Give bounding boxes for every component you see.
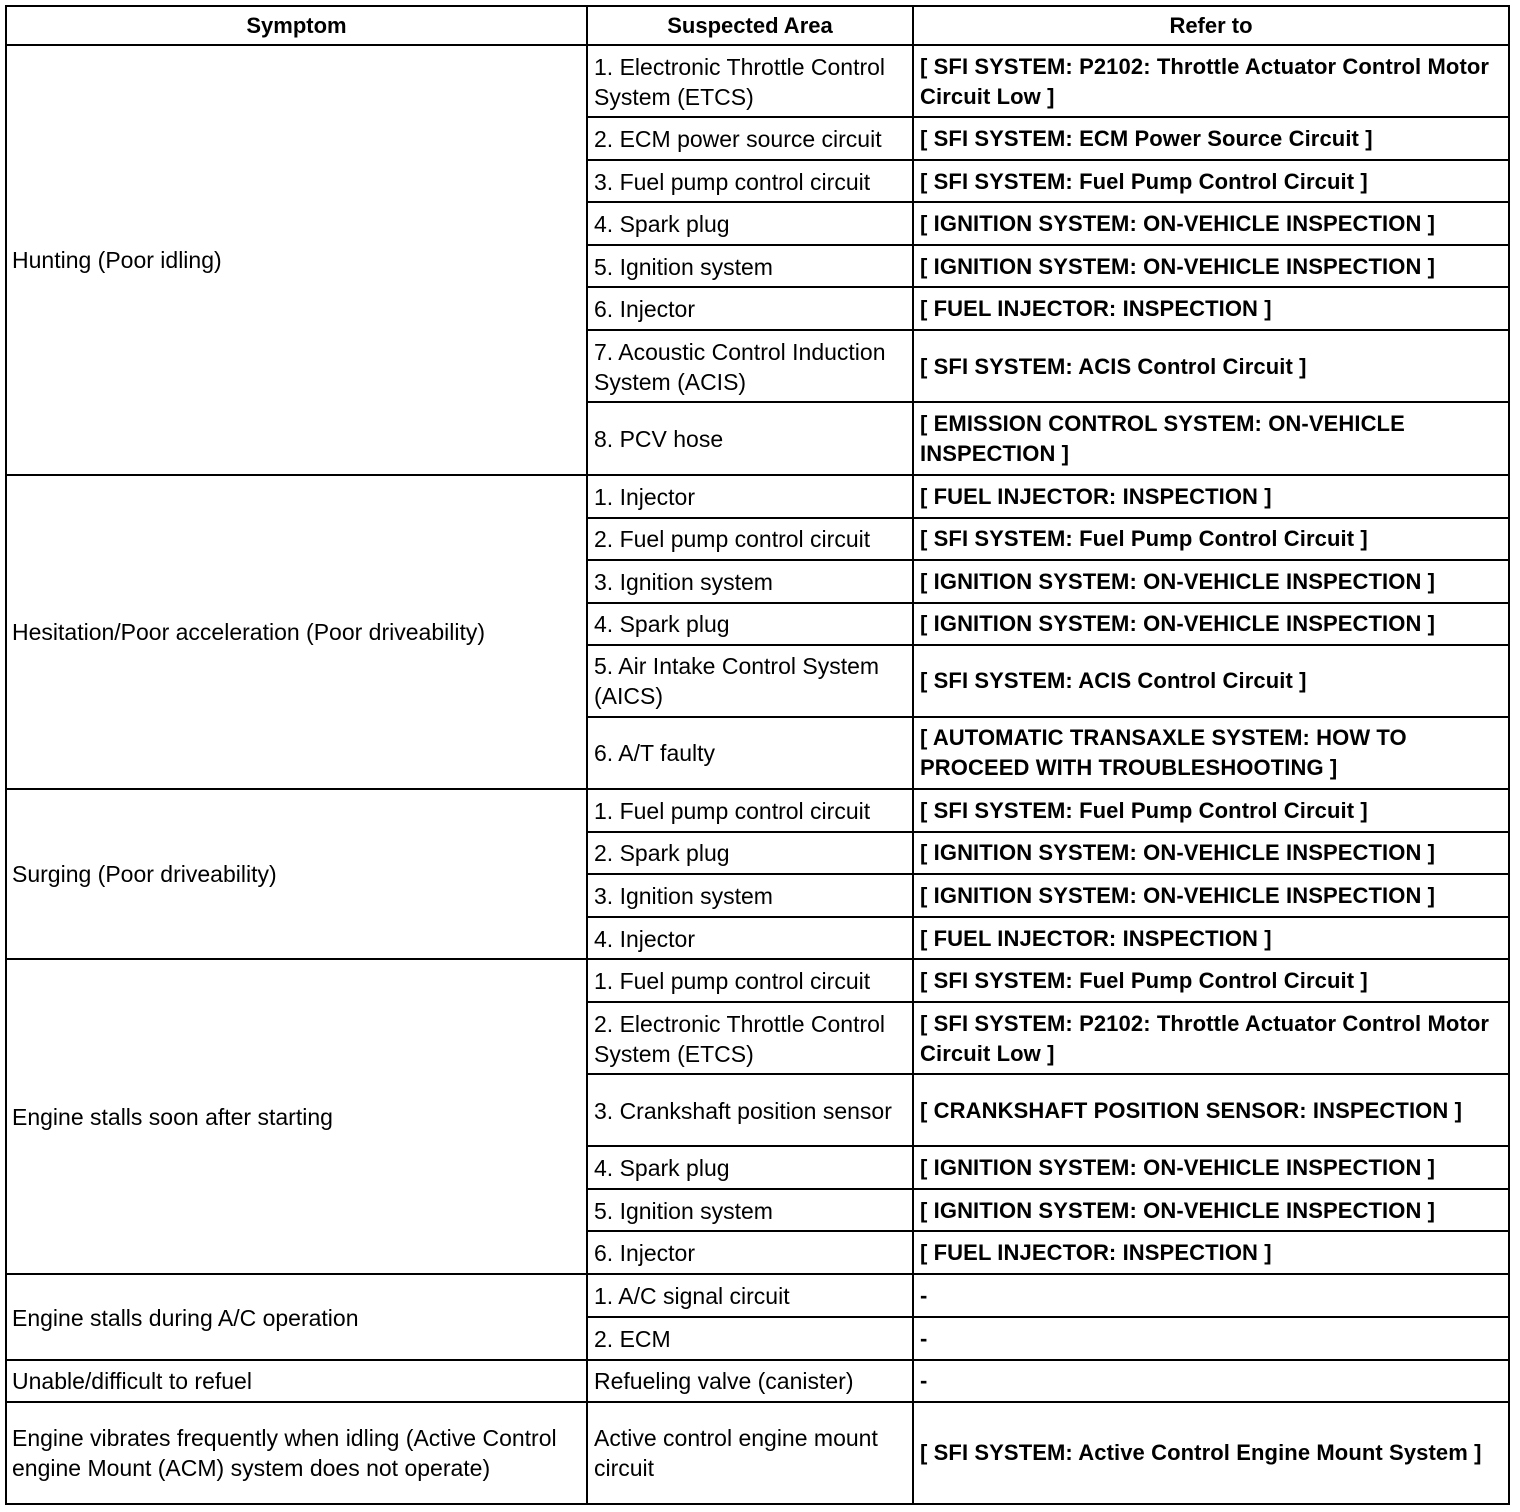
refer-to-cell: [ SFI SYSTEM: ACIS Control Circuit ] (913, 645, 1509, 717)
symptom-cell: Hunting (Poor idling) (6, 45, 587, 475)
refer-to-cell: [ SFI SYSTEM: Fuel Pump Control Circuit ] (913, 160, 1509, 202)
symptom-cell: Engine vibrates frequently when idling (Active Control engine Mount (ACM) system does not operate) (6, 1402, 587, 1504)
header-refer-to: Refer to (913, 6, 1509, 45)
suspected-area-cell: 2. Fuel pump control circuit (587, 518, 913, 560)
suspected-area-cell: 2. Spark plug (587, 832, 913, 874)
symptom-cell: Unable/difficult to refuel (6, 1360, 587, 1402)
table-row (6, 1274, 1509, 1316)
table-row (6, 1360, 1509, 1402)
refer-to-cell: [ FUEL INJECTOR: INSPECTION ] (913, 287, 1509, 330)
refer-to-cell: [ FUEL INJECTOR: INSPECTION ] (913, 917, 1509, 959)
suspected-area-cell: 6. Injector (587, 1231, 913, 1274)
suspected-area-cell: 6. Injector (587, 287, 913, 330)
table-row (6, 1402, 1509, 1504)
suspected-area-cell: 1. Injector (587, 475, 913, 518)
refer-to-cell: [ SFI SYSTEM: ACIS Control Circuit ] (913, 330, 1509, 402)
suspected-area-cell: 4. Spark plug (587, 1146, 913, 1189)
refer-to-cell: [ SFI SYSTEM: Fuel Pump Control Circuit ] (913, 789, 1509, 832)
suspected-area-cell: 7. Acoustic Control Induction System (ACIS) (587, 330, 913, 402)
suspected-area-cell: 2. ECM (587, 1317, 913, 1360)
header-row (6, 6, 1509, 45)
refer-to-cell: [ IGNITION SYSTEM: ON-VEHICLE INSPECTION ] (913, 874, 1509, 917)
refer-to-cell: - (913, 1274, 1509, 1316)
refer-to-cell: [ IGNITION SYSTEM: ON-VEHICLE INSPECTION ] (913, 245, 1509, 287)
suspected-area-cell: 5. Ignition system (587, 245, 913, 287)
suspected-area-cell: 3. Crankshaft position sensor (587, 1074, 913, 1146)
suspected-area-cell: 1. A/C signal circuit (587, 1274, 913, 1316)
suspected-area-cell: 8. PCV hose (587, 402, 913, 474)
symptom-cell: Hesitation/Poor acceleration (Poor driveability) (6, 475, 587, 789)
refer-to-cell: [ SFI SYSTEM: ECM Power Source Circuit ] (913, 117, 1509, 160)
header-symptom: Symptom (6, 6, 587, 45)
symptom-cell: Surging (Poor driveability) (6, 789, 587, 959)
symptom-cell: Engine stalls soon after starting (6, 959, 587, 1274)
suspected-area-cell: 1. Fuel pump control circuit (587, 959, 913, 1002)
suspected-area-cell: 1. Electronic Throttle Control System (ETCS) (587, 45, 913, 117)
suspected-area-cell: 6. A/T faulty (587, 717, 913, 789)
suspected-area-cell: 5. Ignition system (587, 1189, 913, 1231)
refer-to-cell: [ SFI SYSTEM: Fuel Pump Control Circuit ] (913, 959, 1509, 1002)
refer-to-cell: [ FUEL INJECTOR: INSPECTION ] (913, 1231, 1509, 1274)
suspected-area-cell: 2. ECM power source circuit (587, 117, 913, 160)
suspected-area-cell: 2. Electronic Throttle Control System (ETCS) (587, 1002, 913, 1074)
refer-to-cell: [ IGNITION SYSTEM: ON-VEHICLE INSPECTION ] (913, 1146, 1509, 1189)
suspected-area-cell: 4. Spark plug (587, 603, 913, 645)
table-body (6, 45, 1509, 1504)
refer-to-cell: [ SFI SYSTEM: Fuel Pump Control Circuit ] (913, 518, 1509, 560)
table-row (6, 45, 1509, 117)
symptom-cell: Engine stalls during A/C operation (6, 1274, 587, 1359)
suspected-area-cell: 3. Ignition system (587, 560, 913, 603)
refer-to-cell: [ FUEL INJECTOR: INSPECTION ] (913, 475, 1509, 518)
refer-to-cell: [ CRANKSHAFT POSITION SENSOR: INSPECTION ] (913, 1074, 1509, 1146)
refer-to-cell: [ AUTOMATIC TRANSAXLE SYSTEM: HOW TO PROCEED WITH TROUBLESHOOTING ] (913, 717, 1509, 789)
suspected-area-cell: 4. Injector (587, 917, 913, 959)
refer-to-cell: [ SFI SYSTEM: Active Control Engine Mount System ] (913, 1402, 1509, 1504)
refer-to-cell: [ IGNITION SYSTEM: ON-VEHICLE INSPECTION ] (913, 603, 1509, 645)
suspected-area-cell: Refueling valve (canister) (587, 1360, 913, 1402)
refer-to-cell: [ IGNITION SYSTEM: ON-VEHICLE INSPECTION ] (913, 832, 1509, 874)
refer-to-cell: [ SFI SYSTEM: P2102: Throttle Actuator Control Motor Circuit Low ] (913, 45, 1509, 117)
suspected-area-cell: 3. Fuel pump control circuit (587, 160, 913, 202)
suspected-area-cell: Active control engine mount circuit (587, 1402, 913, 1504)
refer-to-cell: [ IGNITION SYSTEM: ON-VEHICLE INSPECTION ] (913, 1189, 1509, 1231)
suspected-area-cell: 3. Ignition system (587, 874, 913, 917)
refer-to-cell: - (913, 1360, 1509, 1402)
suspected-area-cell: 4. Spark plug (587, 202, 913, 245)
refer-to-cell: [ SFI SYSTEM: P2102: Throttle Actuator Control Motor Circuit Low ] (913, 1002, 1509, 1074)
suspected-area-cell: 1. Fuel pump control circuit (587, 789, 913, 832)
refer-to-cell: - (913, 1317, 1509, 1360)
header-suspected-area: Suspected Area (587, 6, 913, 45)
table-row (6, 789, 1509, 832)
table-row (6, 475, 1509, 518)
diagnosis-table (5, 5, 1510, 1505)
suspected-area-cell: 5. Air Intake Control System (AICS) (587, 645, 913, 717)
table-row (6, 959, 1509, 1002)
refer-to-cell: [ EMISSION CONTROL SYSTEM: ON-VEHICLE INSPECTION ] (913, 402, 1509, 474)
refer-to-cell: [ IGNITION SYSTEM: ON-VEHICLE INSPECTION ] (913, 202, 1509, 245)
refer-to-cell: [ IGNITION SYSTEM: ON-VEHICLE INSPECTION ] (913, 560, 1509, 603)
